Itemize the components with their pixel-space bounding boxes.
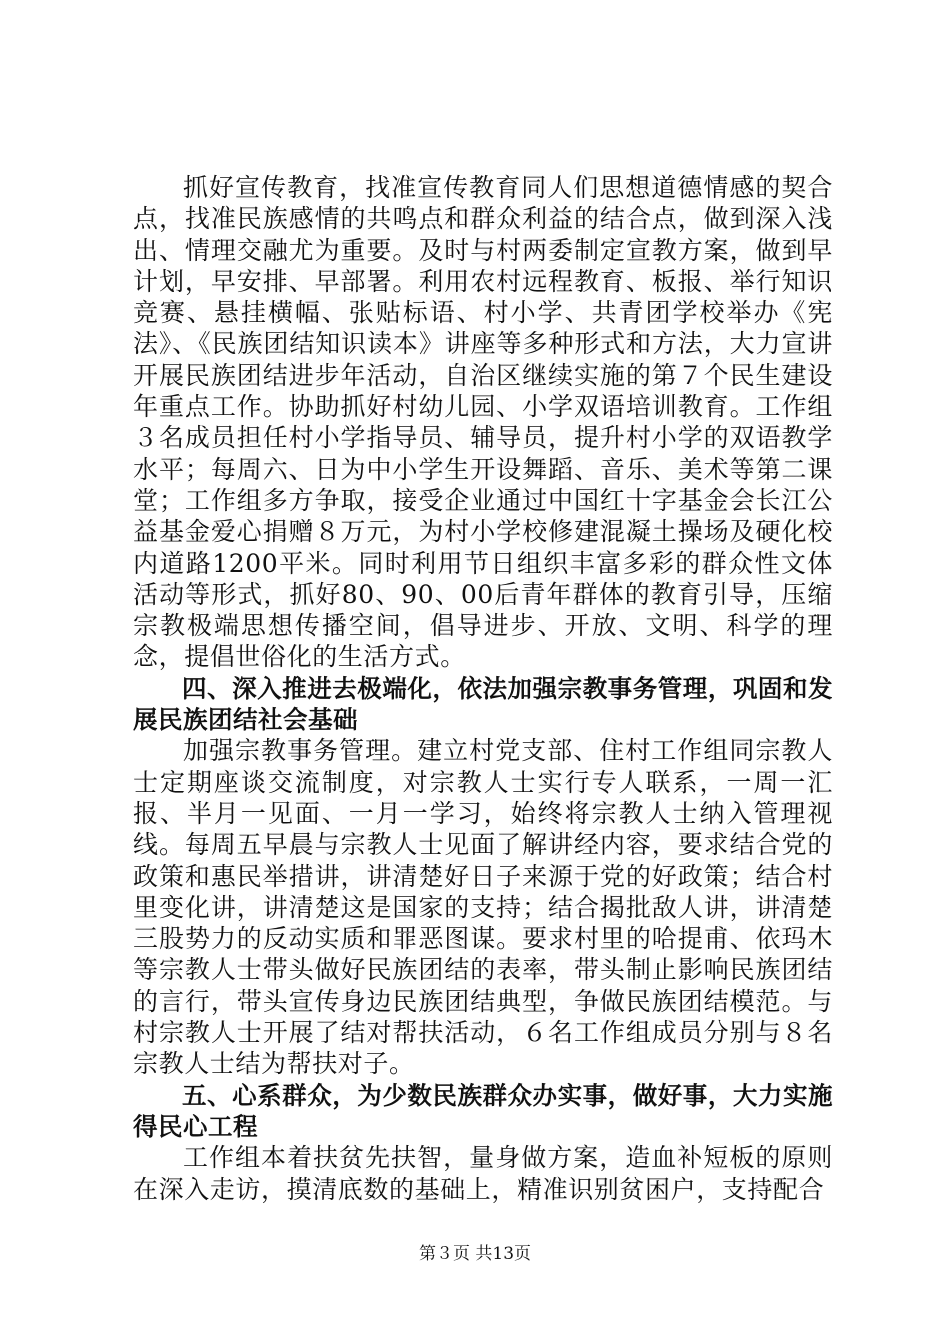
section-heading: 五、心系群众，为少数民族群众办实事，做好事，大力实施得民心工程 xyxy=(133,1080,833,1141)
section-heading: 四、深入推进去极端化，依法加强宗教事务管理，巩固和发展民族团结社会基础 xyxy=(133,673,833,735)
body-paragraph: 抓好宣传教育，找准宣传教育同人们思想道德情感的契合点，找准民族感情的共鸣点和群众利益的结合点，做到深入浅出、情理交融尤为重要。及时与村两委制定宣教方案，做到早计划，早安排、早部署。利用农村远程教育、板报、举行知识竞赛、悬挂横幅、张贴标语、村小学、共青团学校举办《宪法》、《民族团结知识读本》讲座等多种形式和方法，大力宣讲开展民族团结进步年活动，自治区继续实施的第７个民生建设年重点工作。协助抓好村幼儿园、小学双语培训教育。工作组３名成员担任村小学指导员、辅导员，提升村小学的双语教学水平；每周六、日为中小学生开设舞蹈、音乐、美术等第二课堂；工作组多方争取，接受企业通过中国红十字基金会长江公益基金爱心捐赠８万元，为村小学校修建混凝土操场及硬化校内道路1200平米。同时利用节日组织丰富多彩的群众性文体活动等形式，抓好80、90、00后青年群体的教育引导，压缩宗教极端思想传播空间，倡导进步、开放、文明、科学的理念，提倡世俗化的生活方式。 xyxy=(133,173,833,672)
page-footer: 第３页 共13页 xyxy=(418,1244,532,1264)
body-paragraph: 加强宗教事务管理。建立村党支部、住村工作组同宗教人士定期座谈交流制度，对宗教人士实行专人联系，一周一汇报、半月一见面、一月一学习，始终将宗教人士纳入管理视线。每周五早晨与宗教人士见面了解讲经内容，要求结合党的政策和惠民举措讲，讲清楚好日子来源于党的好政策；结合村里变化讲，讲清楚这是国家的支持；结合揭批敌人讲，讲清楚三股势力的反动实质和罪恶图谋。要求村里的哈提甫、依玛木等宗教人士带头做好民族团结的表率，带头制止影响民族团结的言行，带头宣传身边民族团结典型，争做民族团结模范。与村宗教人士开展了结对帮扶活动，６名工作组成员分别与８名宗教人士结为帮扶对子。 xyxy=(133,736,833,1079)
document-body xyxy=(133,172,833,1205)
body-paragraph: 工作组本着扶贫先扶智，量身做方案，造血补短板的原则在深入走访，摸清底数的基础上，精准识别贫困户，支持配合 xyxy=(133,1143,833,1204)
